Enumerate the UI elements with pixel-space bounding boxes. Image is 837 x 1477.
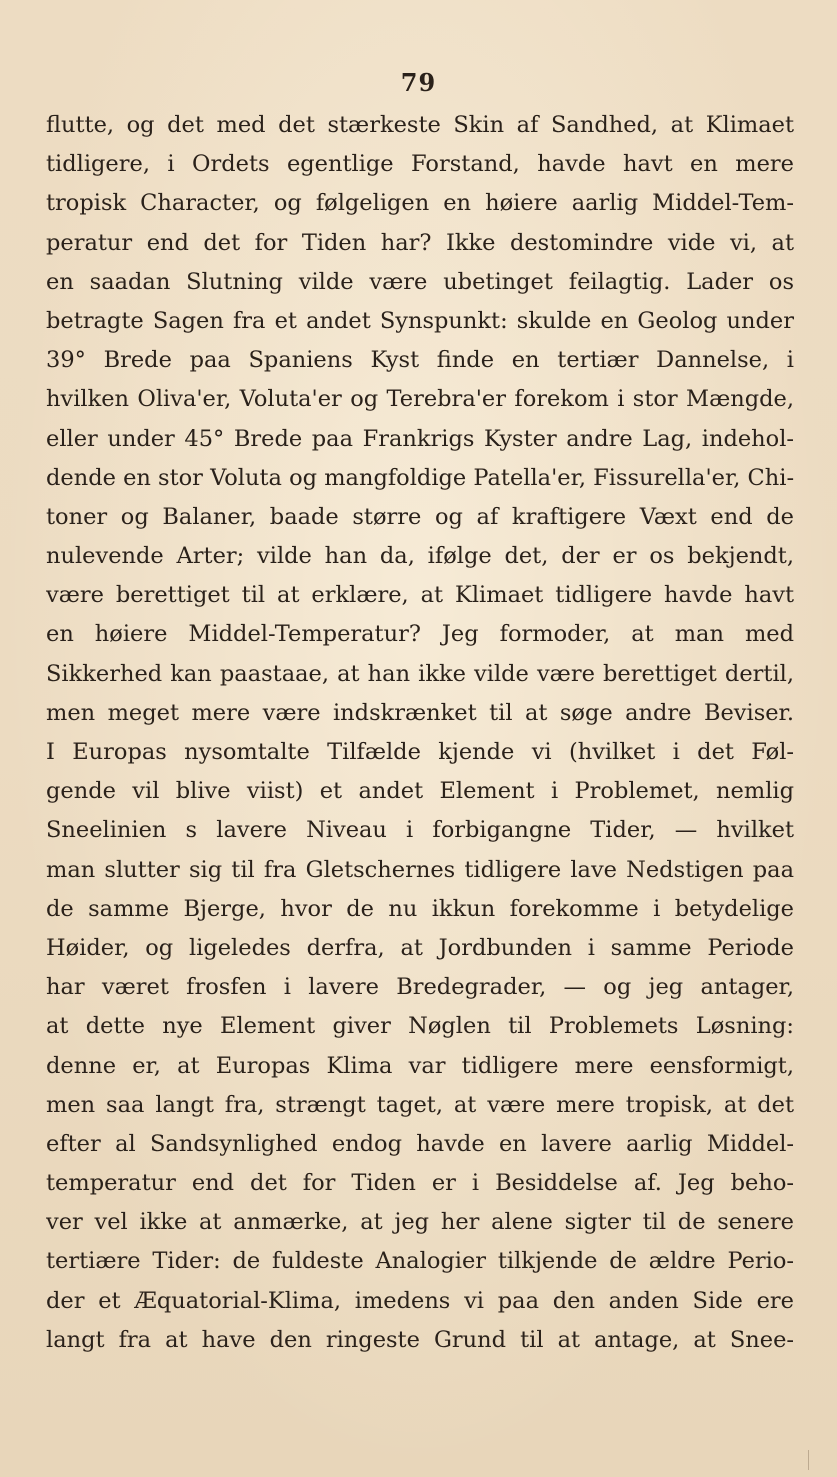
text-line: betragte Sagen fra et andet Synspunkt: skulde en Geolog under (46, 307, 794, 334)
text-line: flutte, og det med det stærkeste Skin af Sandhed, at Klimaet (46, 112, 794, 138)
text-line: har været frosfen i lavere Bredegrader, — og jeg antager, (46, 974, 794, 1001)
text-line: toner og Balaner, baade større og af kraftigere Væxt end de (46, 503, 794, 530)
text-line: eller under 45° Brede paa Frankrigs Kyster andre Lag, indehol- (46, 425, 794, 452)
text-line: der et Æquatorial-Klima, imedens vi paa den anden Side ere (46, 1287, 794, 1314)
text-line: gende vil blive viist) et andet Element i Problemet, nemlig (46, 778, 794, 805)
text-line: man slutter sig til fra Gletschernes tidligere lave Nedstigen paa (46, 856, 794, 883)
text-line: langt fra at have den ringeste Grund til at antage, at Snee- (46, 1326, 794, 1353)
text-line: tropisk Character, og følgeligen en høiere aarlig Middel-Tem- (46, 190, 794, 217)
text-line: tidligere, i Ordets egentlige Forstand, havde havt en mere (46, 151, 794, 178)
text-line: dende en stor Voluta og mangfoldige Patella'er, Fissurella'er, Chi- (46, 464, 794, 491)
body-text (46, 106, 794, 1360)
text-line: være berettiget til at erklære, at Klimaet tidligere havde havt (46, 582, 794, 609)
text-line: temperatur end det for Tiden er i Besiddelse af. Jeg beho- (46, 1170, 794, 1197)
text-line: en høiere Middel-Temperatur? Jeg formoder, at man med (46, 621, 794, 648)
text-line: Sikkerhed kan paastaae, at han ikke vilde være berettiget dertil, (46, 660, 794, 687)
text-line: ver vel ikke at anmærke, at jeg her alene sigter til de senere (46, 1209, 794, 1236)
text-line: denne er, at Europas Klima var tidligere mere eensformigt, (46, 1052, 794, 1079)
text-line: at dette nye Element giver Nøglen til Problemets Løsning: (46, 1013, 794, 1040)
text-line: peratur end det for Tiden har? Ikke destomindre vide vi, at (46, 229, 794, 256)
text-line: 39° Brede paa Spaniens Kyst finde en tertiær Dannelse, i (46, 347, 794, 374)
text-line: Sneelinien s lavere Niveau i forbigangne Tider, — hvilket (46, 817, 794, 844)
text-line: I Europas nysomtalte Tilfælde kjende vi (hvilket i det Føl- (46, 739, 794, 765)
text-line: hvilken Oliva'er, Voluta'er og Terebra'er forekom i stor Mængde, (46, 386, 794, 413)
text-line: de samme Bjerge, hvor de nu ikkun forekomme i betydelige (46, 895, 794, 922)
text-line: Høider, og ligeledes derfra, at Jordbunden i samme Periode (46, 934, 794, 961)
page-number: 79 (400, 68, 437, 97)
text-line: men saa langt fra, strængt taget, at være mere tropisk, at det (46, 1091, 794, 1118)
text-line: men meget mere være indskrænket til at søge andre Beviser. (46, 699, 794, 726)
text-line: en saadan Slutning vilde være ubetinget feilagtig. Lader os (46, 268, 794, 295)
paper-mark (808, 1450, 809, 1470)
text-line: tertiære Tider: de fuldeste Analogier tilkjende de ældre Perio- (46, 1248, 794, 1275)
text-line: nulevende Arter; vilde han da, ifølge det, der er os bekjendt, (46, 543, 794, 570)
text-line: efter al Sandsynlighed endog havde en lavere aarlig Middel- (46, 1130, 794, 1157)
